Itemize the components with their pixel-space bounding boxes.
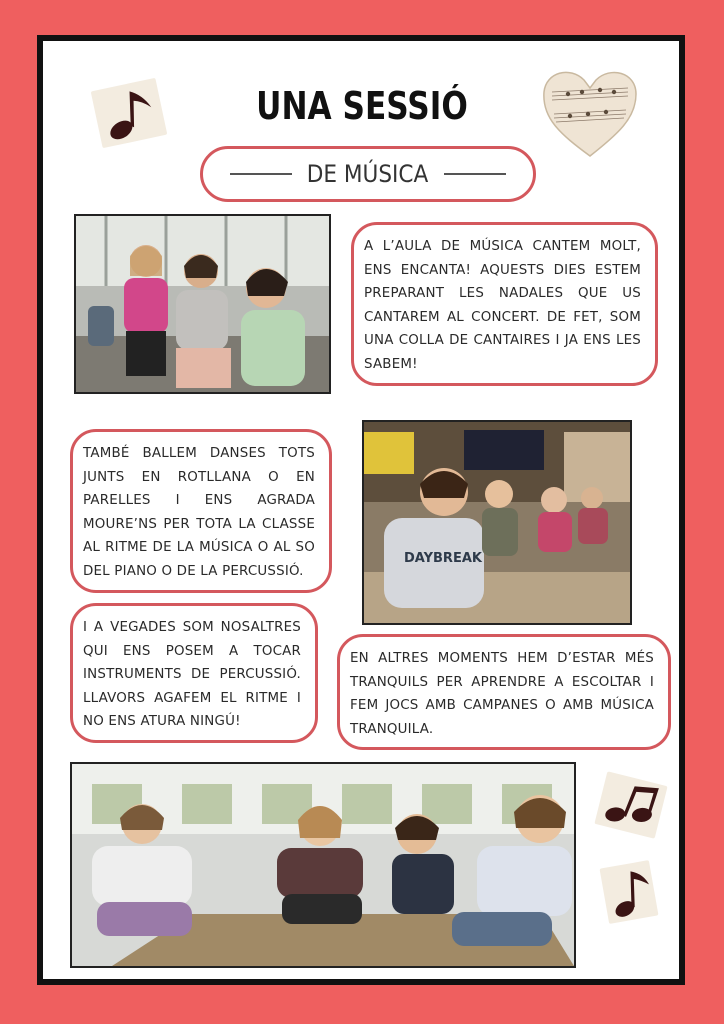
- text-box-dancing: TAMBÉ BALLEM DANSES TOTS JUNTS EN ROTLLANA O EN PARELLES I ENS AGRADA MOURE’NS PER TOTA LA CLASSE AL RITME DE LA MÚSICA O AL SO DEL PIANO O DE LA PERCUSSIÓ.: [70, 429, 332, 593]
- sheet-music-heart-icon: [540, 62, 640, 162]
- text-box-percussion: I A VEGADES SOM NOSALTRES QUI ENS POSEM A TOCAR INSTRUMENTS DE PERCUSSIÓ. LLAVORS AGAFEM EL RITME I NO ENS ATURA NINGÚ!: [70, 603, 318, 743]
- subtitle: DE MÚSICA: [307, 160, 429, 188]
- subtitle-line-right: [444, 173, 506, 175]
- text-box-singing: A L’AULA DE MÚSICA CANTEM MOLT, ENS ENCANTA! AQUESTS DIES ESTEM PREPARANT LES NADALES QUE US CANTAREM AL CONCERT. DE FET, SOM UNA COLLA DE CANTAIRES I JA ENS LES SABEM!: [351, 222, 658, 386]
- subtitle-line-left: [230, 173, 292, 175]
- text-box-listening: EN ALTRES MOMENTS HEM D’ESTAR MÉS TRANQUILS PER APRENDRE A ESCOLTAR I FEM JOCS AMB CAMPANES O AMB MÚSICA TRANQUILA.: [337, 634, 671, 750]
- photo-children-singing: [74, 214, 331, 394]
- subtitle-banner: [200, 146, 536, 202]
- sweater-text: DAYBREAK: [404, 551, 482, 566]
- photo-children-heart-hands: [70, 762, 576, 968]
- page-title: UNA SESSIÓ: [256, 84, 468, 128]
- music-note-icon: [600, 860, 659, 924]
- photo-children-sitting: [362, 420, 632, 625]
